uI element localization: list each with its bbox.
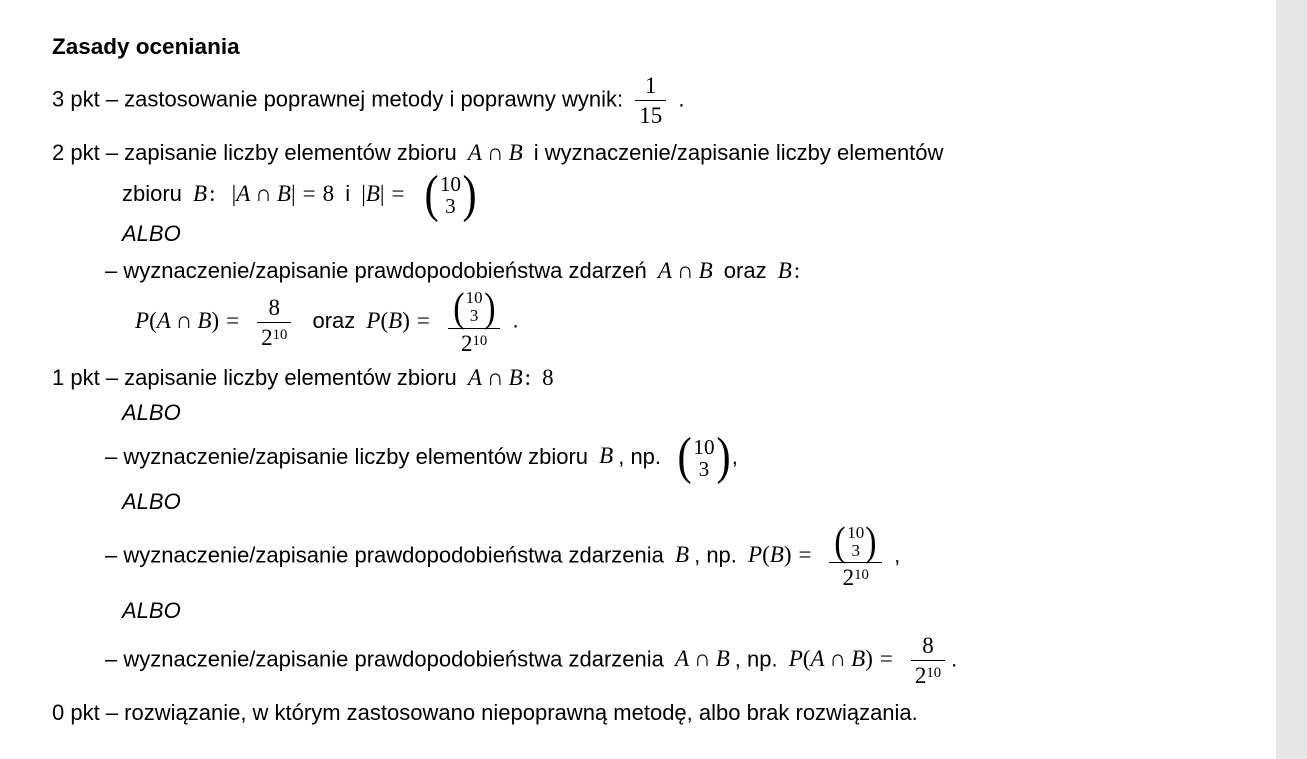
var-b: B xyxy=(365,181,380,207)
var-p: P xyxy=(135,307,150,333)
albo-text: ALBO xyxy=(122,400,181,426)
criterion-text-2pkt-after: i wyznaczenie/zapisanie liczby elementów xyxy=(533,139,944,165)
rubric-line-1pkt xyxy=(52,364,1247,392)
colon-symbol: : xyxy=(524,364,532,390)
big-left-paren: ( xyxy=(424,166,439,224)
criterion-dash-line-prob-a-intersect-b xyxy=(105,634,1247,687)
albo-separator xyxy=(122,598,1247,624)
equals-symbol: = xyxy=(798,542,812,568)
var-a: A xyxy=(236,181,251,207)
var-a: A xyxy=(657,257,672,283)
fraction-binom-over-2pow10 xyxy=(448,283,501,356)
fraction-denominator: 15 xyxy=(639,102,663,128)
albo-separator xyxy=(122,489,1247,515)
math-a-intersect-b xyxy=(658,258,713,283)
fraction-numerator xyxy=(829,518,882,565)
math-a-intersect-b-colon xyxy=(468,365,531,390)
albo-text: ALBO xyxy=(122,221,181,247)
base-2: 2 xyxy=(261,324,273,350)
dash-text: – wyznaczenie/zapisanie prawdopodobieństwa zdarzeń xyxy=(105,257,647,283)
binomial-top: 10 xyxy=(465,288,483,308)
trailing-period: . xyxy=(512,307,519,333)
exponent-10: 10 xyxy=(472,332,488,349)
rubric-line-2pkt xyxy=(52,139,1247,167)
fraction-numerator xyxy=(448,283,501,330)
binomial-stack xyxy=(466,289,483,324)
fraction-denominator xyxy=(257,326,291,349)
math-a-intersect-b xyxy=(675,646,730,671)
var-b: B xyxy=(599,443,614,469)
rubric-line-3pkt xyxy=(52,74,1247,127)
intersection-symbol: ∩ xyxy=(829,645,847,671)
right-paren: ) xyxy=(865,645,873,671)
exponent-10: 10 xyxy=(926,664,942,681)
math-cardinality-b xyxy=(361,181,411,206)
big-right-paren: ) xyxy=(462,166,477,224)
value-8: 8 xyxy=(542,364,554,390)
var-p: P xyxy=(366,307,381,333)
math-var-b xyxy=(599,443,613,468)
binomial-top: 10 xyxy=(847,523,865,543)
page-title: Zasady oceniania xyxy=(52,34,240,59)
fraction-denominator xyxy=(457,332,491,355)
var-b: B xyxy=(193,181,208,207)
fraction-1-15 xyxy=(635,74,666,127)
math-p-of-a-intersect-b xyxy=(135,308,246,333)
comma-np-text: , np. xyxy=(694,542,737,568)
criterion-text-2pkt-before: 2 pkt – zapisanie liczby elementów zbioru xyxy=(52,139,457,165)
big-left-paren: ( xyxy=(677,428,692,486)
albo-text: ALBO xyxy=(122,598,181,624)
abs-bar: | xyxy=(290,181,296,207)
colon-symbol: : xyxy=(793,257,801,283)
value-8: 8 xyxy=(322,181,335,207)
intersection-symbol: ∩ xyxy=(694,645,711,671)
right-paren: ) xyxy=(402,307,410,333)
binomial-bottom: 3 xyxy=(469,306,479,326)
math-set-b-colon xyxy=(193,181,215,206)
rubric-line-0pkt xyxy=(52,700,1247,726)
criterion-text-0pkt: 0 pkt – rozwiązanie, w którym zastosowano niepoprawną metodę, albo brak rozwiązania. xyxy=(52,699,918,725)
base-2: 2 xyxy=(914,662,927,688)
equals-symbol: = xyxy=(302,181,316,207)
binomial-top: 10 xyxy=(693,434,715,459)
criterion-dash-line-prob-b xyxy=(105,518,1247,591)
big-right-paren: ) xyxy=(483,283,496,330)
intersection-symbol: ∩ xyxy=(175,307,193,333)
var-b: B xyxy=(508,364,523,390)
fraction-8-over-2pow10 xyxy=(257,296,291,349)
fraction-denominator xyxy=(839,566,873,589)
criterion-dash-line-prob-events xyxy=(105,257,1247,285)
var-a: A xyxy=(675,645,690,671)
comma-np-text: , np. xyxy=(618,443,662,469)
equals-symbol: = xyxy=(226,307,240,333)
fraction-numerator: 8 xyxy=(268,294,280,320)
math-var-b xyxy=(675,542,689,567)
binomial-10-3 xyxy=(833,518,878,565)
albo-separator xyxy=(122,400,1247,426)
binomial-10-3 xyxy=(423,166,479,224)
colon-symbol: : xyxy=(209,181,216,207)
intersection-symbol: ∩ xyxy=(676,257,694,283)
trailing-comma: , xyxy=(731,443,738,469)
var-b: B xyxy=(777,257,792,283)
var-p: P xyxy=(788,645,803,671)
base-2: 2 xyxy=(461,330,473,356)
comma-np-text: , np. xyxy=(734,645,778,671)
equals-symbol: = xyxy=(391,181,405,207)
conjunction-i: i xyxy=(345,181,351,207)
left-paren: ( xyxy=(802,645,811,671)
fraction-numerator: 8 xyxy=(922,632,934,658)
exponent-10: 10 xyxy=(272,326,288,343)
var-b: B xyxy=(276,181,291,207)
trailing-period: . xyxy=(678,86,685,112)
criterion-text-3pkt: 3 pkt – zastosowanie poprawnej metody i poprawny wynik: xyxy=(52,86,624,112)
abs-bar: | xyxy=(231,181,237,207)
binomial-10-3 xyxy=(452,283,497,330)
big-right-paren: ) xyxy=(716,428,731,486)
equals-symbol: = xyxy=(879,645,893,671)
var-b: B xyxy=(388,307,403,333)
criterion-dash-line-count-b xyxy=(105,428,1247,486)
abs-bar: | xyxy=(361,181,366,207)
abs-bar: | xyxy=(379,181,385,207)
binomial-10-3 xyxy=(676,428,732,486)
albo-separator xyxy=(122,221,1247,247)
left-paren: ( xyxy=(380,307,389,333)
probability-formulas-line xyxy=(130,283,1247,356)
var-b: B xyxy=(851,645,866,671)
intersection-symbol: ∩ xyxy=(486,364,504,390)
binomial-bottom: 3 xyxy=(445,194,456,219)
math-a-intersect-b xyxy=(468,140,523,165)
binomial-stack xyxy=(440,173,461,217)
fraction-8-over-2pow10 xyxy=(911,634,945,687)
fraction-bar xyxy=(635,100,666,101)
dash-text: – wyznaczenie/zapisanie prawdopodobieństwa zdarzenia xyxy=(105,542,664,568)
binomial-bottom: 3 xyxy=(698,456,710,481)
viewer-gutter-strip xyxy=(1276,0,1307,759)
binomial-stack xyxy=(693,436,714,480)
left-paren: ( xyxy=(149,307,157,333)
var-b: B xyxy=(698,257,713,283)
var-a: A xyxy=(467,364,482,390)
binomial-bottom: 3 xyxy=(851,540,860,560)
binomial-stack xyxy=(847,524,864,559)
binomial-top: 10 xyxy=(439,172,461,197)
var-b: B xyxy=(675,542,690,568)
var-a: A xyxy=(467,139,482,165)
var-b: B xyxy=(197,307,212,333)
left-paren: ( xyxy=(762,542,770,568)
intersection-symbol: ∩ xyxy=(255,181,272,207)
var-a: A xyxy=(156,307,171,333)
big-right-paren: ) xyxy=(865,518,877,565)
base-2: 2 xyxy=(842,565,855,591)
var-p: P xyxy=(748,542,763,568)
fraction-bar xyxy=(911,660,945,661)
word-zbioru: zbioru xyxy=(122,181,182,207)
word-oraz: oraz xyxy=(723,257,767,283)
intersection-symbol: ∩ xyxy=(486,139,504,165)
var-b: B xyxy=(508,139,523,165)
fraction-binom-over-2pow10 xyxy=(829,518,882,591)
dash-text: – wyznaczenie/zapisanie prawdopodobieństwa zdarzenia xyxy=(105,645,664,671)
math-p-of-b xyxy=(366,308,436,333)
trailing-period: . xyxy=(951,645,958,671)
equals-symbol: = xyxy=(416,307,430,333)
fraction-denominator xyxy=(911,664,945,687)
var-b: B xyxy=(715,645,730,671)
fraction-numerator: 1 xyxy=(644,72,657,98)
big-left-paren: ( xyxy=(453,283,465,330)
fraction-bar xyxy=(257,322,291,323)
math-p-of-b xyxy=(748,542,818,567)
math-p-of-a-intersect-b xyxy=(789,646,900,671)
right-paren: ) xyxy=(211,307,220,333)
math-cardinality-a-intersect-b xyxy=(232,181,334,206)
albo-text: ALBO xyxy=(122,488,181,514)
var-a: A xyxy=(810,645,825,671)
word-oraz: oraz xyxy=(312,307,356,333)
dash-text: – wyznaczenie/zapisanie liczby elementów zbioru xyxy=(105,443,589,469)
trailing-comma: , xyxy=(894,542,901,568)
math-set-b-colon xyxy=(778,258,800,283)
var-b: B xyxy=(769,542,784,568)
big-left-paren: ( xyxy=(834,518,847,565)
rubric-line-2pkt-continuation xyxy=(122,166,1247,224)
right-paren: ) xyxy=(783,542,792,568)
exponent-10: 10 xyxy=(854,567,869,584)
criterion-text-1pkt: 1 pkt – zapisanie liczby elementów zbioru xyxy=(52,364,457,390)
